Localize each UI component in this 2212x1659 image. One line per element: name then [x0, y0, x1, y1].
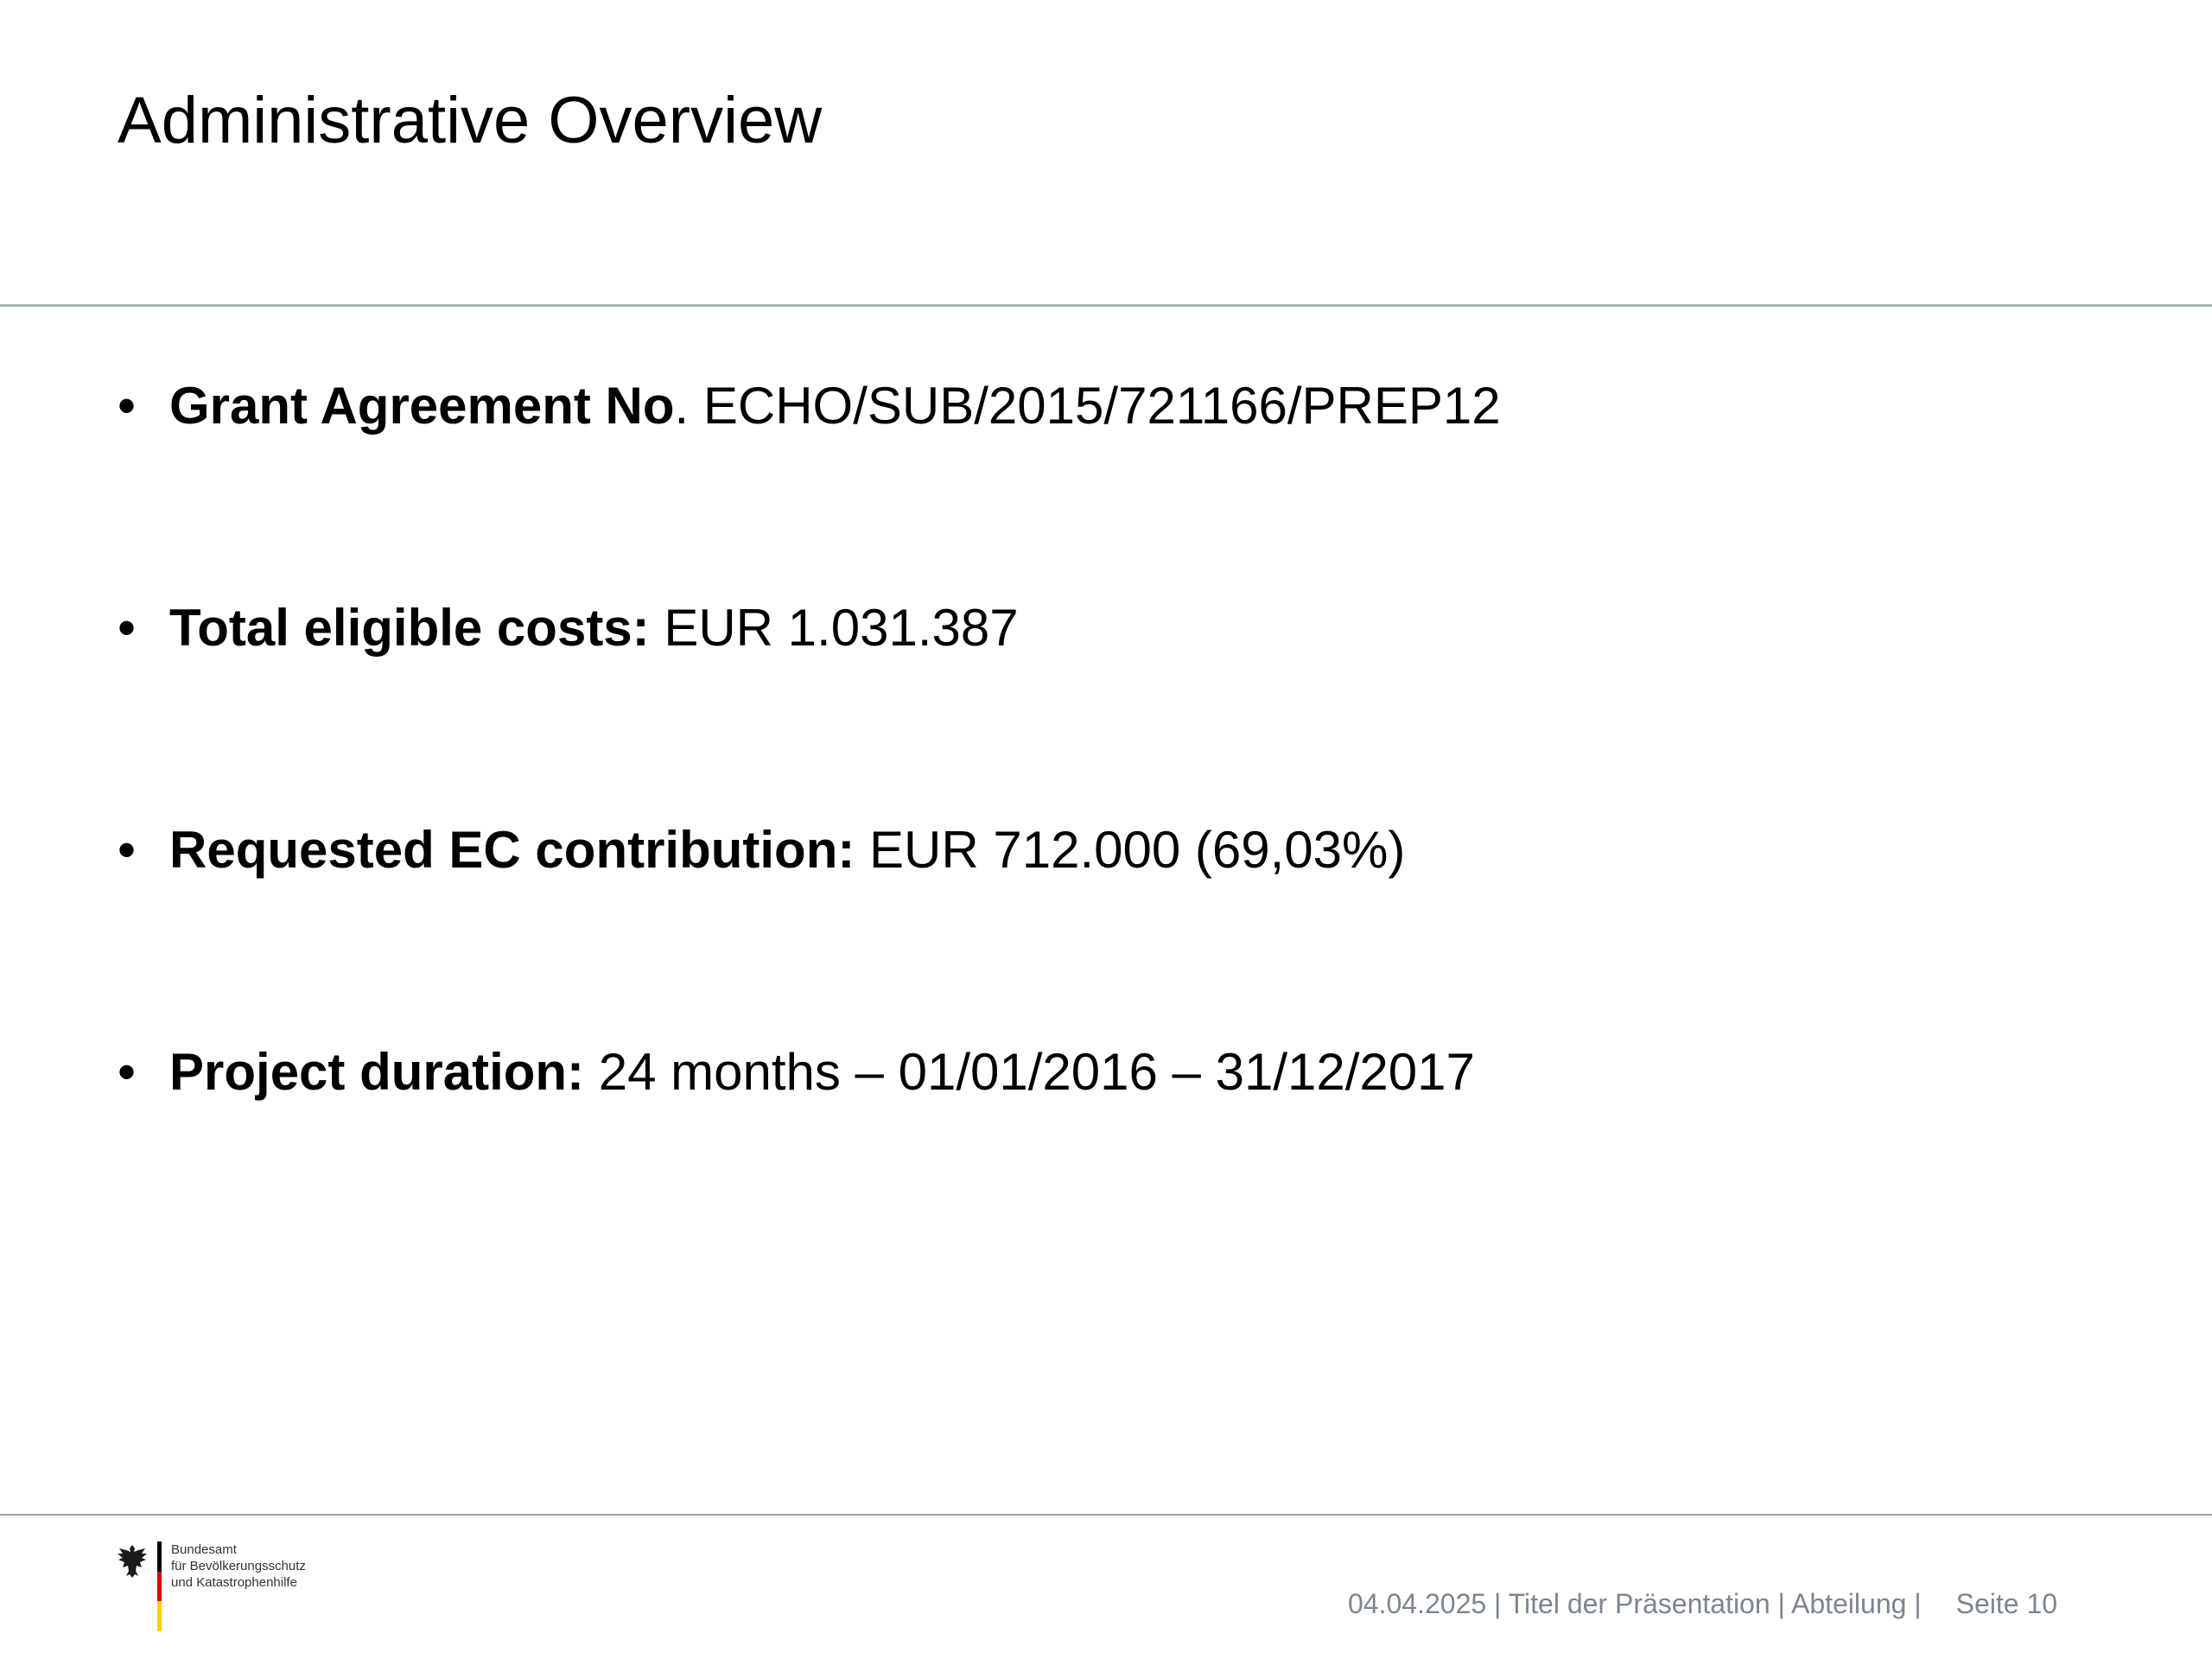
flag-red-stripe: [157, 1572, 162, 1602]
bullet-value: EUR 712.000 (69,03%): [869, 821, 1406, 879]
bullet-value: 24 months – 01/01/2016 – 31/12/2017: [598, 1043, 1475, 1101]
flag-black-stripe: [157, 1541, 162, 1572]
footer-info: 04.04.2025 | Titel der Präsentation | Abteilung |: [1348, 1588, 1922, 1619]
agency-name-line: und Katastrophenhilfe: [171, 1575, 297, 1590]
page-number: Seite 10: [1955, 1588, 2058, 1619]
flag-stripe: [157, 1541, 162, 1631]
bullet-separator: [855, 821, 869, 879]
bullet-dot-icon: •: [118, 377, 137, 435]
bullet-requested-ec-contribution: [118, 816, 1501, 1038]
bullet-total-eligible-costs: [118, 594, 1501, 816]
footer-divider: [0, 1514, 2212, 1516]
bullet-key: Project duration:: [169, 1043, 585, 1101]
bullet-list: [118, 372, 1501, 1260]
bullet-dot-icon: •: [118, 1043, 137, 1101]
agency-name-line: für Bevölkerungsschutz: [171, 1559, 306, 1573]
bullet-separator: [650, 599, 664, 657]
bullet-dot-icon: •: [118, 599, 137, 657]
bullet-key: Grant Agreement No: [169, 377, 675, 435]
bullet-dot-icon: •: [118, 821, 137, 879]
bullet-separator: .: [674, 377, 703, 435]
bullet-separator: [584, 1043, 599, 1101]
slide-title: Administrative Overview: [118, 84, 823, 157]
bullet-key: Total eligible costs:: [169, 599, 650, 657]
bullet-grant-agreement: [118, 372, 1501, 594]
flag-gold-stripe: [157, 1601, 162, 1631]
agency-name-line: Bundesamt: [171, 1542, 237, 1557]
agency-name: [171, 1541, 306, 1591]
bullet-value: EUR 1.031.387: [664, 599, 1019, 657]
footer: [1348, 1586, 2057, 1621]
bullet-key: Requested EC contribution:: [169, 821, 855, 879]
title-divider: [0, 304, 2212, 307]
federal-eagle-icon: [116, 1543, 149, 1580]
agency-logo: [116, 1541, 340, 1631]
bullet-project-duration: [118, 1038, 1501, 1260]
bullet-value: ECHO/SUB/2015/721166/PREP12: [702, 377, 1501, 435]
